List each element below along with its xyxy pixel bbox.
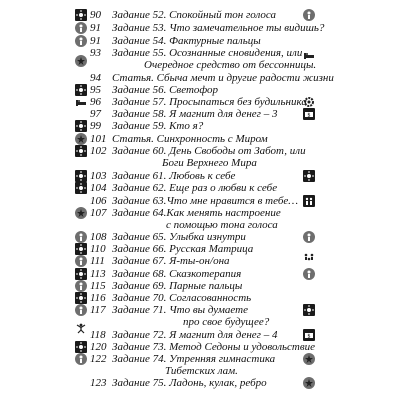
entry-title: Задание 62. Еще раз о любви к себе: [112, 182, 278, 194]
sun-icon: [75, 243, 87, 255]
entry-title: Задание 72. Я магнит для денег – 4: [112, 329, 278, 341]
entry-continuation: про свое будущее?: [183, 316, 270, 328]
page-number: 122: [90, 353, 107, 365]
bed-icon: [75, 96, 87, 108]
person-icon: [75, 304, 87, 316]
page-number: 93: [90, 47, 101, 59]
entry-continuation: Очередное средство от бессонницы.: [144, 59, 317, 71]
entry-title: Задание 61. Любовь к себе: [112, 170, 236, 182]
money-icon: [303, 108, 315, 120]
star-icon: [303, 377, 315, 389]
entry-title: Задание 75. Ладонь, кулак, ребро: [112, 377, 267, 389]
person-icon: [75, 255, 87, 267]
page-number: 123: [90, 377, 107, 389]
entry-continuation: Боги Верхнего Мира: [162, 157, 257, 169]
sun-icon: [75, 120, 87, 132]
people-icon: [303, 251, 315, 263]
page-number: 103: [90, 170, 107, 182]
page-number: 120: [90, 341, 107, 353]
entry-continuation: с помощью тона голоса: [166, 219, 278, 231]
star-icon: [75, 55, 87, 67]
sun-icon: [75, 84, 87, 96]
entry-title: Задание 74. Утренняя гимнастика: [112, 353, 276, 365]
entry-title: Задание 53. Что замечательное ты видишь?: [112, 22, 325, 34]
entry-title: Задание 67. Я-ты-он/она: [112, 255, 230, 267]
entry-title: Задание 55. Осознанные сновидения, или: [112, 47, 303, 59]
page-number: 102: [90, 145, 107, 157]
sun-icon: [303, 170, 315, 182]
entry-title: Задание 58. Я магнит для денег – 3: [112, 108, 278, 120]
person-icon: [303, 195, 315, 207]
jump-icon: [75, 322, 87, 334]
entry-title: Задание 66. Русская Матрица: [112, 243, 254, 255]
person-icon: [303, 9, 315, 21]
entry-title: Задание 57. Просыпаться без будильника: [112, 96, 307, 108]
star-icon: [303, 353, 315, 365]
page-number: 90: [90, 9, 101, 21]
svg-text:$: $: [307, 112, 311, 119]
page-number: 95: [90, 84, 101, 96]
entry-title: Задание 71. Что вы думаете: [112, 304, 248, 316]
page-number: 101: [90, 133, 107, 145]
person-icon: [75, 231, 87, 243]
sun-icon: [303, 304, 315, 316]
person-icon: [75, 22, 87, 34]
sun-icon: [75, 9, 87, 21]
page-number: 91: [90, 22, 101, 34]
sun-icon: [75, 145, 87, 157]
page-number: 99: [90, 120, 101, 132]
sun-icon: [75, 292, 87, 304]
svg-text:$: $: [307, 333, 311, 340]
entry-title: Задание 65. Улыбка изнутри: [112, 231, 246, 243]
bed-icon: [303, 49, 315, 61]
page-number: 97: [90, 108, 101, 120]
entry-title: Задание 64.Как менять настроение: [112, 207, 281, 219]
person-icon: [75, 35, 87, 47]
page-number: 111: [90, 255, 105, 267]
entry-title: Задание 73. Метод Седоны и удовольствие: [112, 341, 316, 353]
entry-title: Задание 54. Фактурные пальцы: [112, 35, 261, 47]
page-number: 91: [90, 35, 101, 47]
entry-title: Задание 68. Сказкотерапия: [112, 268, 242, 280]
page-number: 96: [90, 96, 101, 108]
entry-title: Задание 70. Согласованность: [112, 292, 252, 304]
sun-icon: [75, 170, 87, 182]
page-number: 116: [90, 292, 106, 304]
entry-title: Статья. Сбыча мечт и другие радости жизни: [112, 72, 334, 84]
person-icon: [303, 231, 315, 243]
entry-title: Статья. Синхронность с Миром: [112, 133, 268, 145]
entry-title: Задание 52. Спокойный тон голоса: [112, 9, 277, 21]
entry-title: Задание 69. Парные пальцы: [112, 280, 243, 292]
star-icon: [75, 133, 87, 145]
sun-icon: [75, 268, 87, 280]
entry-continuation: Тибетских лам.: [165, 365, 238, 377]
page-number: 115: [90, 280, 106, 292]
page-number: 107: [90, 207, 107, 219]
person-icon: [303, 268, 315, 280]
entry-title: Задание 60. День Свободы от Забот, или: [112, 145, 306, 157]
page-number: 106: [90, 195, 107, 207]
page-number: 118: [90, 329, 106, 341]
person-icon: [75, 353, 87, 365]
page-number: 110: [90, 243, 106, 255]
money-icon: [303, 329, 315, 341]
person-icon: [75, 280, 87, 292]
entry-title: Задание 59. Кто я?: [112, 120, 204, 132]
page-number: 113: [90, 268, 106, 280]
sun-icon: [75, 341, 87, 353]
page-number: 94: [90, 72, 101, 84]
page-number: 108: [90, 231, 107, 243]
sun-icon: [75, 182, 87, 194]
entry-title: Задание 56. Светофор: [112, 84, 219, 96]
page-number: 104: [90, 182, 107, 194]
gear-icon: [303, 96, 315, 108]
entry-title: Задание 63.Что мне нравится в тебе…: [112, 195, 299, 207]
page-number: 117: [90, 304, 106, 316]
star-icon: [75, 207, 87, 219]
